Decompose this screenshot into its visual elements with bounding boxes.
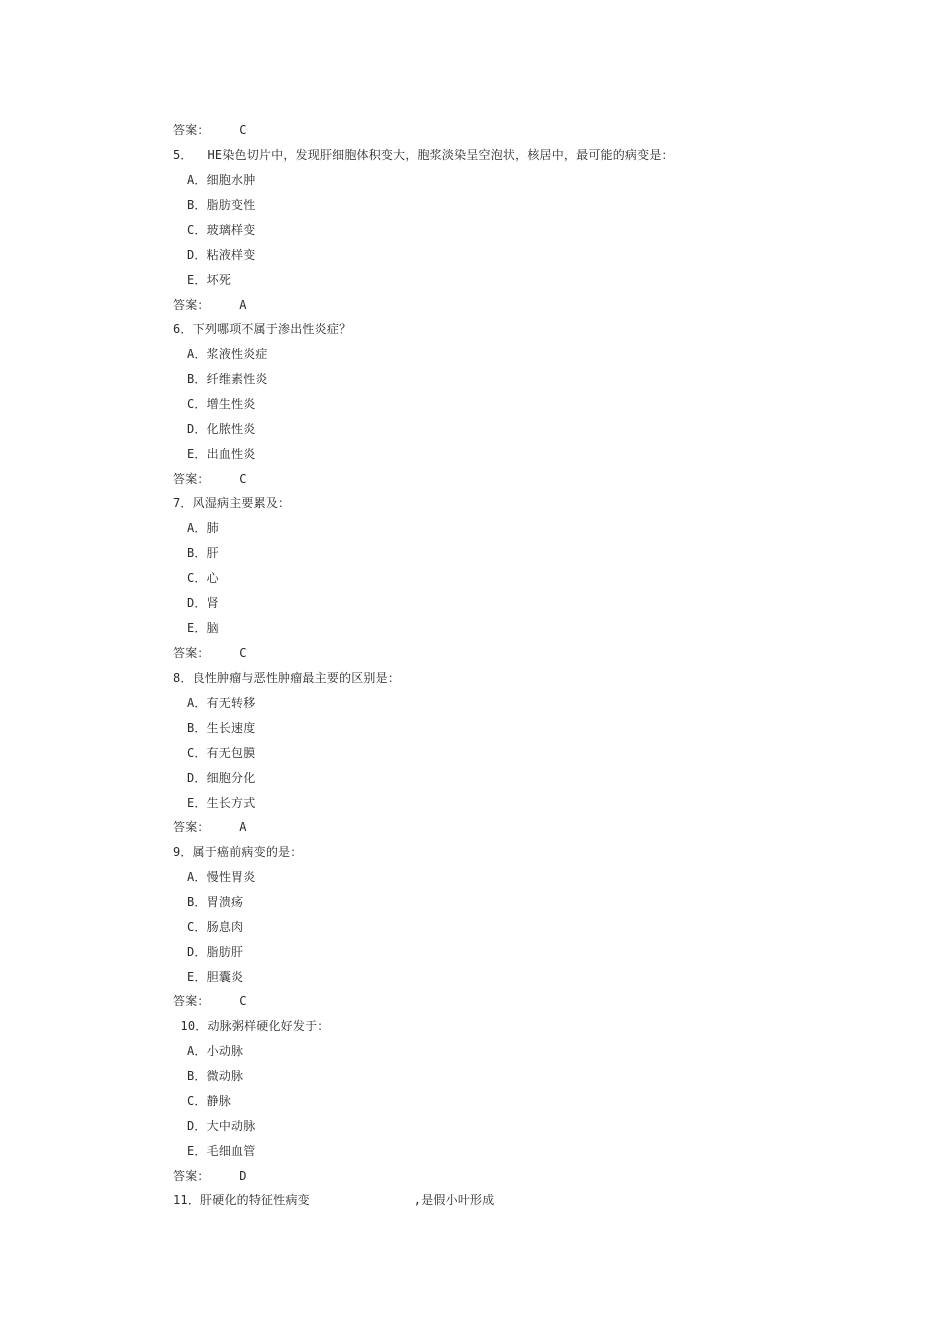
option-a: A．慢性胃炎 — [187, 870, 256, 884]
option-d: D．粘液样变 — [187, 248, 256, 262]
question-11: 11．肝硬化的特征性病变 ,是假小叶形成 — [173, 1193, 495, 1207]
option-b: B．生长速度 — [187, 721, 256, 735]
option-e: E．胆囊炎 — [187, 970, 244, 984]
option-e: E．毛细血管 — [187, 1144, 256, 1158]
question-8: 8．良性肿瘤与恶性肿瘤最主要的区别是： — [173, 671, 401, 685]
option-b: B．微动脉 — [187, 1069, 244, 1083]
question-6: 6．下列哪项不属于渗出性炎症？ — [173, 322, 352, 336]
option-e: E．脑 — [187, 621, 219, 635]
option-c: C．玻璃样变 — [187, 223, 256, 237]
option-a: A．浆液性炎症 — [187, 347, 268, 361]
option-b: B．胃溃疡 — [187, 895, 244, 909]
option-d: D．大中动脉 — [187, 1119, 256, 1133]
option-c: C．肠息肉 — [187, 920, 244, 934]
option-d: D．化脓性炎 — [187, 422, 256, 436]
option-d: D．细胞分化 — [187, 771, 256, 785]
option-d: D．肾 — [187, 596, 219, 610]
option-a: A．细胞水肿 — [187, 173, 256, 187]
option-a: A．小动脉 — [187, 1044, 244, 1058]
answer-line: 答案： A — [173, 298, 247, 312]
answer-line: 答案： C — [173, 646, 247, 660]
option-d: D．脂肪肝 — [187, 945, 244, 959]
question-10: 10．动脉粥样硬化好发于： — [173, 1019, 330, 1033]
answer-line: 答案： C — [173, 123, 247, 137]
option-e: E．出血性炎 — [187, 447, 256, 461]
option-c: C．增生性炎 — [187, 397, 256, 411]
option-a: A．有无转移 — [187, 696, 256, 710]
answer-line: 答案： D — [173, 1169, 247, 1183]
option-c: C．心 — [187, 571, 219, 585]
option-b: B．纤维素性炎 — [187, 372, 268, 386]
answer-line: 答案： C — [173, 994, 247, 1008]
answer-line: 答案： A — [173, 820, 247, 834]
option-b: B．肝 — [187, 546, 219, 560]
option-e: E．坏死 — [187, 273, 232, 287]
option-c: C．静脉 — [187, 1094, 232, 1108]
question-5: 5． HE染色切片中，发现肝细胞体积变大，胞浆淡染呈空泡状，核居中，最可能的病变是： — [173, 148, 674, 162]
option-a: A．肺 — [187, 521, 219, 535]
option-e: E．生长方式 — [187, 796, 256, 810]
option-c: C．有无包膜 — [187, 746, 256, 760]
question-9: 9．属于癌前病变的是： — [173, 845, 303, 859]
answer-line: 答案： C — [173, 472, 247, 486]
option-b: B．脂肪变性 — [187, 198, 256, 212]
question-7: 7．风湿病主要累及： — [173, 496, 291, 510]
